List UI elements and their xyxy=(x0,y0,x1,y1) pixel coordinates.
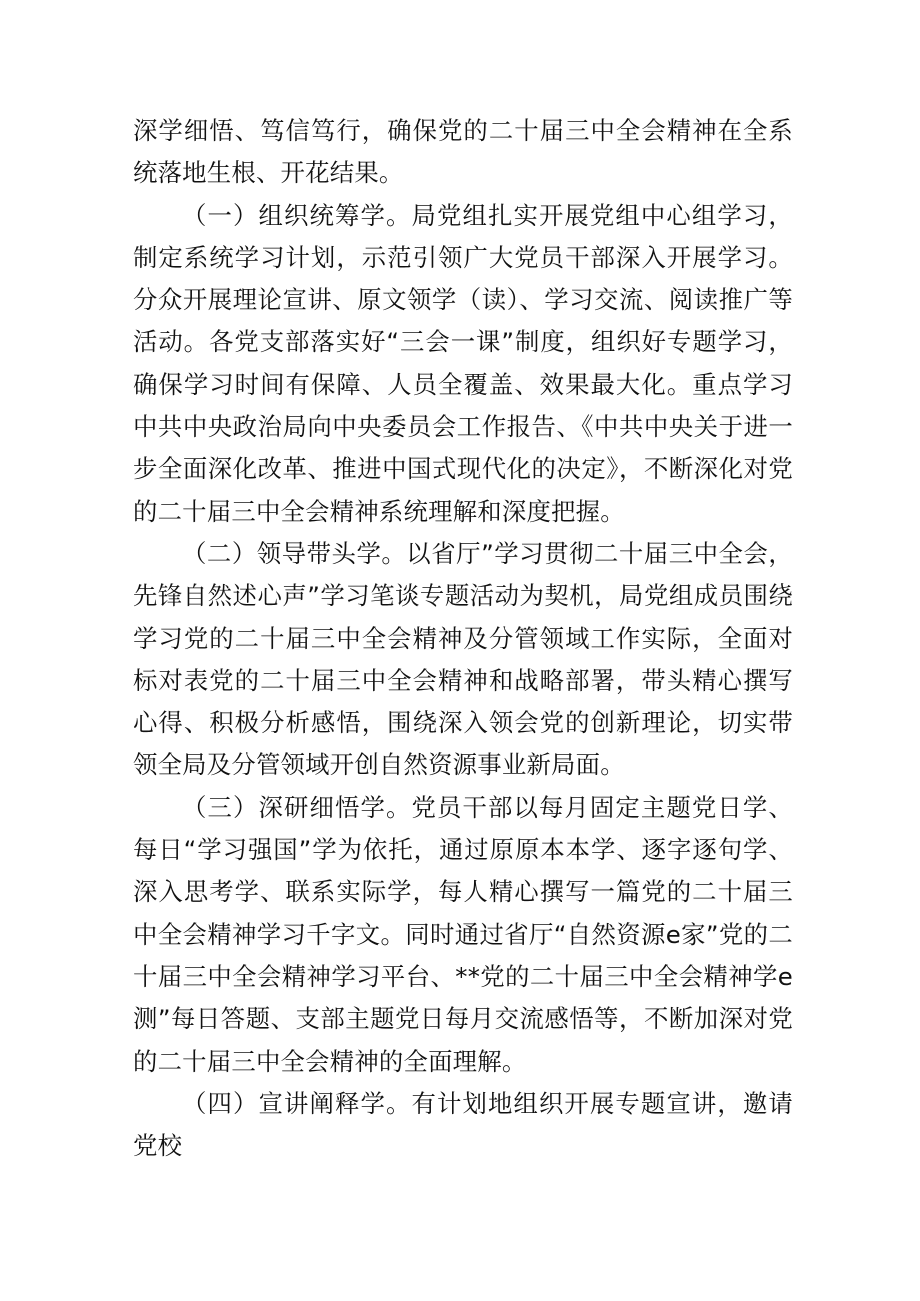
paragraph-organize-study: （一）组织统筹学。局党组扎实开展党组中心组学习，制定系统学习计划，示范引领广大党员干部深入开展学习。分众开展理论宣讲、原文领学（读）、学习交流、阅读推广等活动。各党支部落实好“三会一课”制度，组织好专题学习，确保学习时间有保障、人员全覆盖、效果最大化。重点学习中共中央政治局向中央委员会工作报告、《中共中央关于进一步全面深化改革、推进中国式现代化的决定》，不断深化对党的二十届三中全会精神系统理解和深度把握。 xyxy=(133,200,793,526)
paragraph-continuation: 深学细悟、笃信笃行，确保党的二十届三中全会精神在全系统落地生根、开花结果。 xyxy=(133,116,793,188)
document-page xyxy=(133,110,793,1167)
paragraph-leadership-study: （二）领导带头学。以省厅”学习贯彻二十届三中全会，先锋自然述心声”学习笔谈专题活动为契机，局党组成员围绕学习党的二十届三中全会精神及分管领域工作实际，全面对标对表党的二十届三中全会精神和战略部署，带头精心撰写心得、积极分析感悟，围绕深入领会党的创新理论，切实带领全局及分管领域开创自然资源事业新局面。 xyxy=(133,538,793,780)
paragraph-deep-study: （三）深研细悟学。党员干部以每月固定主题党日学、每日“学习强国”学为依托，通过原原本本学、逐字逐句学、深入思考学、联系实际学，每人精心撰写一篇党的二十届三中全会精神学习千字文。同时通过省厅“自然资源e家”党的二十届三中全会精神学习平台、**党的二十届三中全会精神学e测”每日答题、支部主题党日每月交流感悟等，不断加深对党的二十届三中全会精神的全面理解。 xyxy=(133,792,793,1076)
paragraph-lecture-study: （四）宣讲阐释学。有计划地组织开展专题宣讲，邀请党校 xyxy=(133,1088,793,1161)
